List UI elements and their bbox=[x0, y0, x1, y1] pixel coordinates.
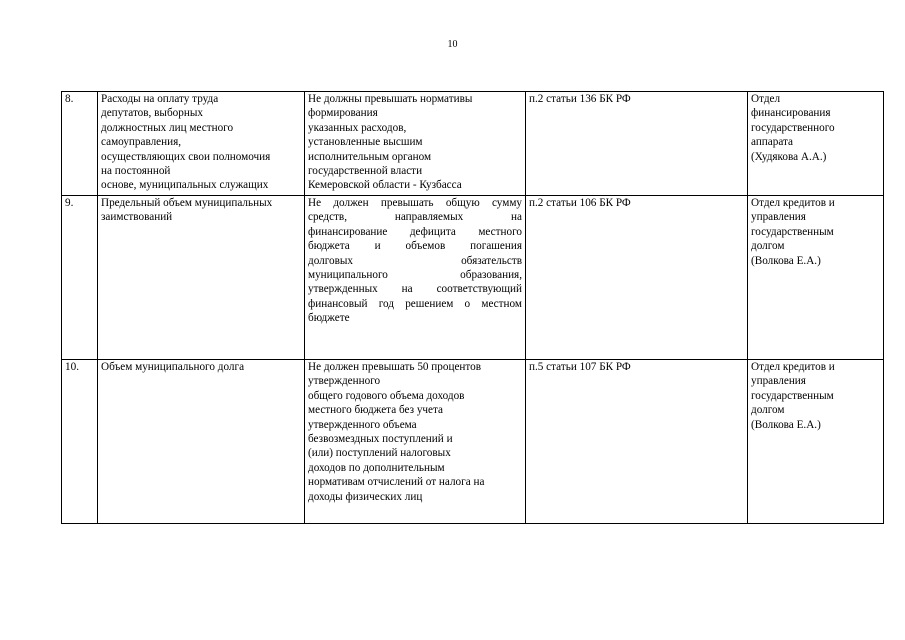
responsible-dept-line: долгом bbox=[751, 240, 785, 253]
requirement-line: указанных расходов, bbox=[308, 121, 407, 134]
responsible-dept-cell bbox=[748, 196, 884, 360]
requirement-line: финансирование дефицита местного bbox=[308, 225, 522, 238]
responsible-dept-cell bbox=[748, 92, 884, 196]
requirement-cell bbox=[305, 92, 526, 196]
requirement-line: установленные высшим bbox=[308, 136, 423, 149]
requirement-line: утвержденного bbox=[308, 375, 381, 388]
table-row bbox=[62, 196, 884, 360]
requirement-line: бюджета и объемов погашения bbox=[308, 240, 522, 253]
requirement-line: нормативам отчислений от налога на bbox=[308, 476, 485, 489]
requirement-cell bbox=[305, 196, 526, 360]
legal-basis: п.5 статьи 107 БК РФ bbox=[529, 361, 631, 373]
indicator-name-cell bbox=[98, 360, 305, 524]
row-number-cell bbox=[62, 92, 98, 196]
requirement-line: утвержденных на соответствующий bbox=[308, 283, 522, 296]
indicator-name-line: самоуправления, bbox=[101, 136, 182, 149]
requirement-line: доходы физических лиц bbox=[308, 490, 423, 503]
responsible-dept-line: финансирования bbox=[751, 107, 831, 120]
requirement-line: средств, направляемых на bbox=[308, 211, 522, 224]
requirement-line: муниципального образования, bbox=[308, 269, 522, 282]
indicator-name-line: заимствований bbox=[101, 211, 173, 224]
requirement-line: Кемеровской области - Кузбасса bbox=[308, 179, 462, 192]
responsible-dept-line: (Волкова Е.А.) bbox=[751, 418, 821, 431]
responsible-dept-line: (Волкова Е.А.) bbox=[751, 254, 821, 267]
legal-basis: п.2 статьи 136 БК РФ bbox=[529, 93, 631, 105]
responsible-dept-line: государственного bbox=[751, 121, 835, 134]
requirement-cell bbox=[305, 360, 526, 524]
requirement-line: утвержденного объема bbox=[308, 418, 417, 431]
table-row bbox=[62, 360, 884, 524]
responsible-dept-line: управления bbox=[751, 375, 806, 388]
requirement-line: формирования bbox=[308, 107, 378, 120]
indicator-name-cell bbox=[98, 92, 305, 196]
requirement-line: долговых обязательств bbox=[308, 254, 522, 267]
responsible-dept-line: (Худякова А.А.) bbox=[751, 150, 827, 163]
requirement-line: Не должны превышать нормативы bbox=[308, 93, 473, 105]
responsible-dept-line: Отдел кредитов и bbox=[751, 197, 835, 209]
legal-basis-cell bbox=[526, 92, 748, 196]
requirement-line: финансовый год решением о местном bbox=[308, 297, 522, 310]
indicator-name-cell bbox=[98, 196, 305, 360]
requirement-line: бюджете bbox=[308, 312, 350, 325]
responsible-dept-line: долгом bbox=[751, 404, 785, 417]
responsible-dept-line: аппарата bbox=[751, 136, 794, 149]
responsible-dept-cell bbox=[748, 360, 884, 524]
responsible-dept-line: Отдел bbox=[751, 93, 781, 105]
requirement-line: Не должен превышать 50 процентов bbox=[308, 361, 482, 373]
page-number: 10 bbox=[447, 39, 458, 50]
requirement-line: Не должен превышать общую сумму bbox=[308, 197, 522, 209]
row-number: 9. bbox=[65, 197, 74, 209]
requirement-line: местного бюджета без учета bbox=[308, 404, 444, 417]
indicator-name-line: основе, муниципальных служащих bbox=[101, 179, 269, 192]
requirement-line: государственной власти bbox=[308, 165, 423, 178]
indicator-name-line: на постоянной bbox=[101, 165, 171, 178]
indicator-name-line: депутатов, выборных bbox=[101, 107, 203, 120]
legal-basis: п.2 статьи 106 БК РФ bbox=[529, 197, 631, 209]
responsible-dept-line: государственным bbox=[751, 225, 834, 238]
row-number-cell bbox=[62, 360, 98, 524]
responsible-dept-line: государственным bbox=[751, 389, 834, 402]
indicator-name-line: Расходы на оплату труда bbox=[101, 93, 219, 105]
responsible-dept-line: управления bbox=[751, 211, 806, 224]
row-number: 8. bbox=[65, 93, 74, 105]
requirement-line: (или) поступлений налоговых bbox=[308, 447, 451, 460]
requirement-line: безвозмездных поступлений и bbox=[308, 433, 453, 446]
indicator-name-line: Предельный объем муниципальных bbox=[101, 197, 273, 209]
legal-basis-cell bbox=[526, 196, 748, 360]
requirement-line: общего годового объема доходов bbox=[308, 389, 465, 402]
row-number-cell bbox=[62, 196, 98, 360]
legal-basis-cell bbox=[526, 360, 748, 524]
indicator-name-line: осуществляющих свои полномочия bbox=[101, 150, 271, 163]
row-number: 10. bbox=[65, 361, 79, 373]
indicator-name-line: должностных лиц местного bbox=[101, 121, 234, 134]
budget-indicators-table bbox=[61, 91, 884, 524]
requirement-line: исполнительным органом bbox=[308, 150, 432, 163]
requirement-line: доходов по дополнительным bbox=[308, 461, 445, 474]
indicator-name-line: Объем муниципального долга bbox=[101, 361, 245, 373]
responsible-dept-line: Отдел кредитов и bbox=[751, 361, 835, 373]
table-row bbox=[62, 92, 884, 196]
